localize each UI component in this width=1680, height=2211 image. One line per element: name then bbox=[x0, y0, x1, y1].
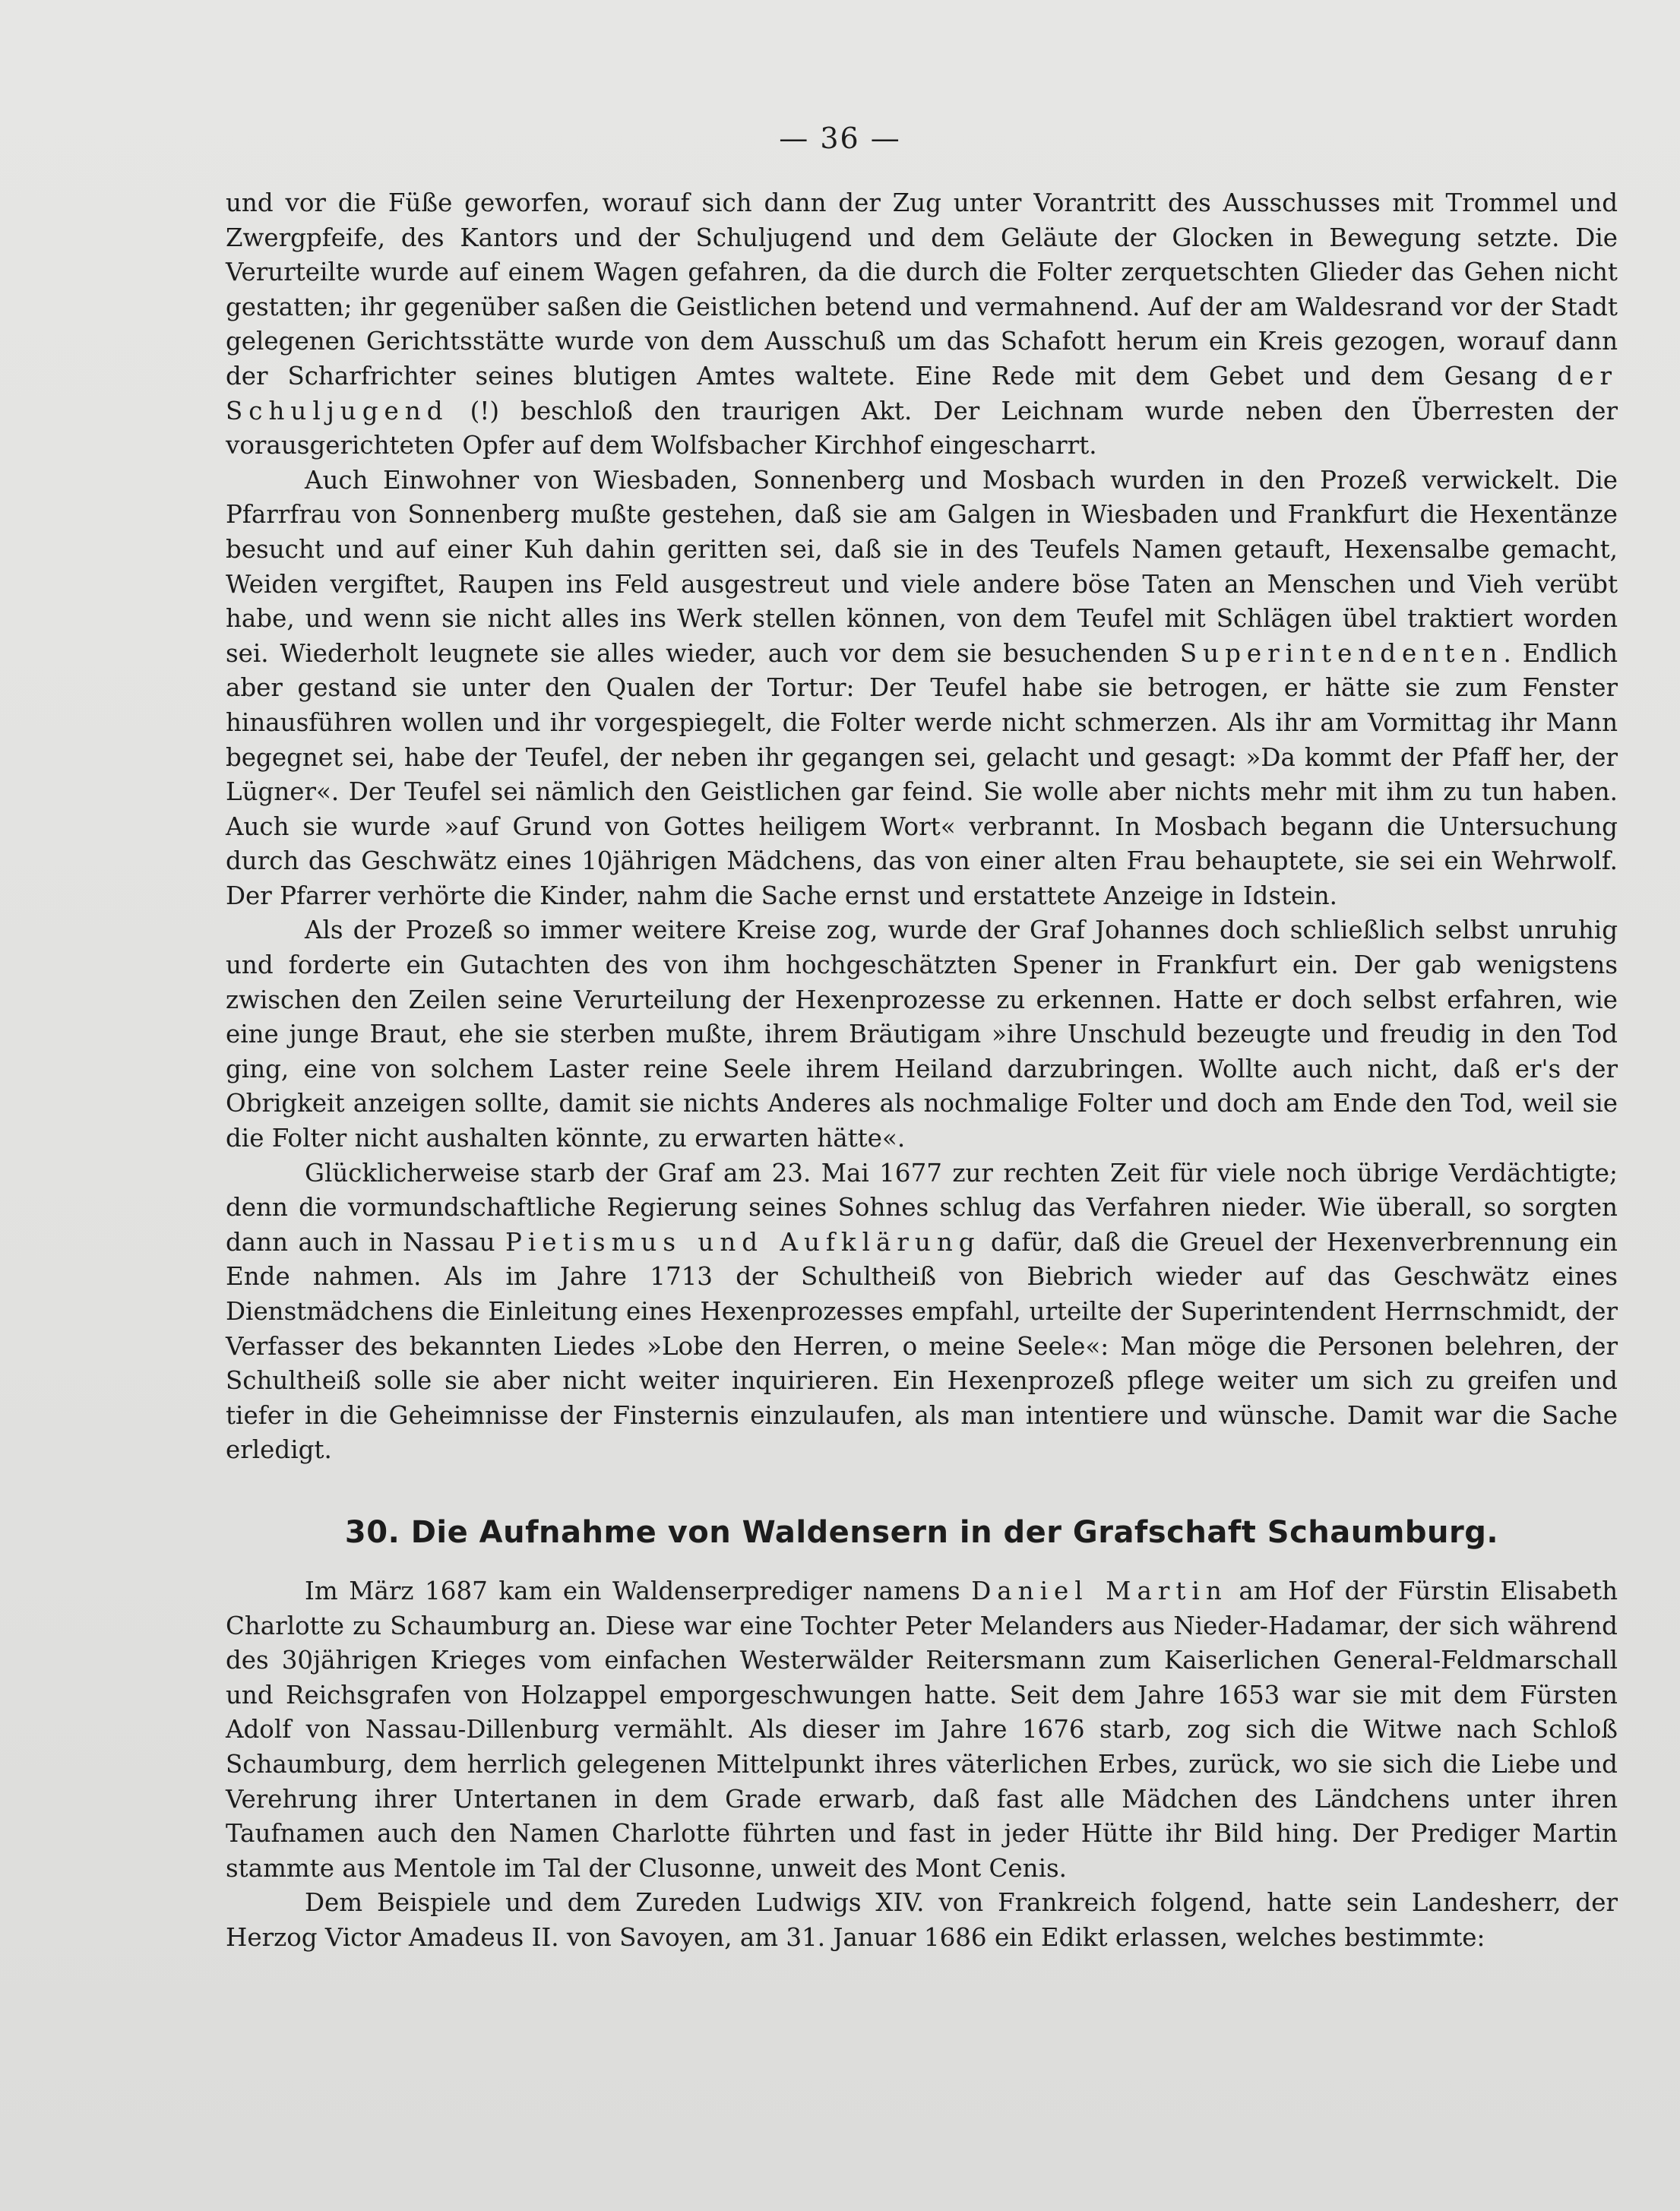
paragraph-text: dafür, daß die Greuel der Hexenverbrennung ein Ende nahmen. Als im Jahre 1713 der Schultheiß von Biebrich wieder auf das Geschwätz eines Dienstmädchens die Einleitung eines Hexenprozesses empfahl, urteilte der Superintendent Herrnschmidt, der Verfasser des bekannten Liedes »Lobe den Herren, o meine Seele«: Man möge die Personen belehren, der Schultheiß solle sie aber nicht weiter inquirieren. Ein Hexenprozeß pflege weiter um sich zu greifen und tiefer in die Geheimnisse der Finsternis einzulaufen, als man intentiere und wünsche. Damit war die Sache erledigt. bbox=[226, 1227, 1618, 1465]
spaced-emphasis: Pietismus und Aufklärung bbox=[505, 1227, 981, 1257]
paragraph-text: am Hof der Fürstin Elisabeth Charlotte zu Schaumburg an. Diese war eine Tochter Peter Melanders aus Nieder-Hadamar, der sich während des 30jährigen Krieges vom einfachen Westerwälder Reitersmann zum Kaiserlichen General-Feldmarschall und Reichsgrafen von Holzappel emporgeschwungen hatte. Seit dem Jahre 1653 war sie mit dem Fürsten Adolf von Nassau-Dillenburg vermählt. Als dieser im Jahre 1676 starb, zog sich die Witwe nach Schloß Schaumburg, dem herrlich gelegenen Mittelpunkt ihres väterlichen Erbes, zurück, wo sie sich die Liebe und Verehrung ihrer Untertanen in dem Grade erwarb, daß fast alle Mädchen des Ländchens unter ihren Taufnamen auch den Namen Charlotte führten und fast in jeder Hütte ihr Bild hing. Der Prediger Martin stammte aus Mentole im Tal der Clusonne, unweit des Mont Cenis. bbox=[226, 1576, 1618, 1883]
text-column bbox=[226, 186, 1618, 1956]
paragraph-edikt: Dem Beispiele und dem Zureden Ludwigs XIV. von Frankreich folgend, hatte sein Landesherr, der Herzog Victor Amadeus II. von Savoyen, am 31. Januar 1686 ein Edikt erlassen, welches bestimmte: bbox=[226, 1888, 1618, 1952]
paragraph-text: Im März 1687 kam ein Waldenserprediger namens bbox=[305, 1576, 972, 1605]
paragraph-text: Glücklicherweise starb der Graf am 23. Mai 1677 zur rechten Zeit für viele noch übrige Verdächtigte; denn die vormundschaftliche Regierung seines Sohnes schlug das Verfahren nieder. Wie überall, so sorgten dann auch in Nassau bbox=[226, 1158, 1618, 1257]
paragraph-execution bbox=[226, 186, 1618, 463]
section-heading: 30. Die Aufnahme von Waldensern in der Grafschaft Schaumburg. bbox=[344, 1514, 1499, 1550]
paragraph-text: und vor die Füße geworfen, worauf sich dann der Zug unter Vorantritt des Ausschusses mit Trommel und Zwergpfeife, des Kantors und der Schuljugend und dem Geläute der Glocken in Bewegung setzte. Die Verurteilte wurde auf einem Wagen gefahren, da die durch die Folter zerquetschten Glieder das Gehen nicht gestatten; ihr gegenüber saßen die Geistlichen betend und vermahnend. Auf der am Waldesrand vor der Stadt gelegenen Gerichtsstätte wurde von dem Ausschuß um das Schafott herum ein Kreis gezogen, worauf dann der Scharfrichter seines blutigen Amtes waltete. Eine Rede mit dem Gebet und dem Gesang bbox=[226, 188, 1618, 391]
paragraph-text: (!) beschloß den traurigen Akt. Der Leichnam wurde neben den Überresten der vorausgerichteten Opfer auf dem Wolfsbacher Kirchhof eingescharrt. bbox=[226, 396, 1618, 460]
paragraph-graf-death bbox=[226, 1156, 1618, 1468]
paragraph-pfarrfrau bbox=[226, 463, 1618, 914]
page-number: — 36 — bbox=[779, 122, 901, 155]
paragraph-gutachten: Als der Prozeß so immer weitere Kreise zog, wurde der Graf Johannes doch schließlich selbst unruhig und forderte ein Gutachten des von ihm hochgeschätzten Spener in Frankfurt ein. Der gab wenigstens zwischen den Zeilen seine Verurteilung der Hexenprozesse zu erkennen. Hatte er doch selbst erfahren, wie eine junge Braut, ehe sie sterben mußte, ihrem Bräutigam »ihre Unschuld bezeugte und freudig in den Tod ging, eine von solchem Laster reine Seele ihrem Heiland darzubringen. Wollte auch nicht, daß er's der Obrigkeit anzeigen sollte, damit sie nichts Anderes als nochmalige Folter und doch am Ende den Tod, weil sie die Folter nicht aushalten könnte, zu erwarten hätte«. bbox=[226, 916, 1618, 1153]
spaced-emphasis: Daniel Martin bbox=[971, 1576, 1228, 1605]
spaced-emphasis: Superintendenten bbox=[1179, 638, 1504, 668]
paragraph-text: Auch Einwohner von Wiesbaden, Sonnenberg und Mosbach wurden in den Prozeß verwickelt. Die Pfarrfrau von Sonnenberg mußte gestehen, daß sie am Galgen in Wiesbaden und Frankfurt die Hexentänze besucht und auf einer Kuh dahin geritten sei, daß sie in des Teufels Namen getauft, Hexensalbe gemacht, Weiden vergiftet, Raupen ins Feld ausgestreut und viele andere böse Taten an Menschen und Vieh verübt habe, und wenn sie nicht alles ins Werk stellen können, von dem Teufel mit Schlägen übel traktiert worden sei. Wiederholt leugnete sie alles wieder, auch vor dem sie besuchenden bbox=[226, 465, 1618, 668]
paragraph-text: . Endlich aber gestand sie unter den Qualen der Tortur: Der Teufel habe sie betrogen, er hätte sie zum Fenster hinausführen wollen und ihr vorgespiegelt, die Folter werde nicht schmerzen. Als ihr am Vormittag ihr Mann begegnet sei, habe der Teufel, der neben ihr gegangen sei, gelacht und gesagt: »Da kommt der Pfaff her, der Lügner«. Der Teufel sei nämlich den Geistlichen gar feind. Sie wolle aber nichts mehr mit ihm zu tun haben. Auch sie wurde »auf Grund von Gottes heiligem Wort« verbrannt. In Mosbach begann die Untersuchung durch das Geschwätz eines 10jährigen Mädchens, das von einer alten Frau behauptete, sie sei ein Wehrwolf. Der Pfarrer verhörte die Kinder, nahm die Sache ernst und erstattete Anzeige in Idstein. bbox=[226, 638, 1618, 910]
spaced-emphasis: der Schuljugend bbox=[226, 361, 1618, 425]
paragraph-waldenser bbox=[226, 1574, 1618, 1886]
